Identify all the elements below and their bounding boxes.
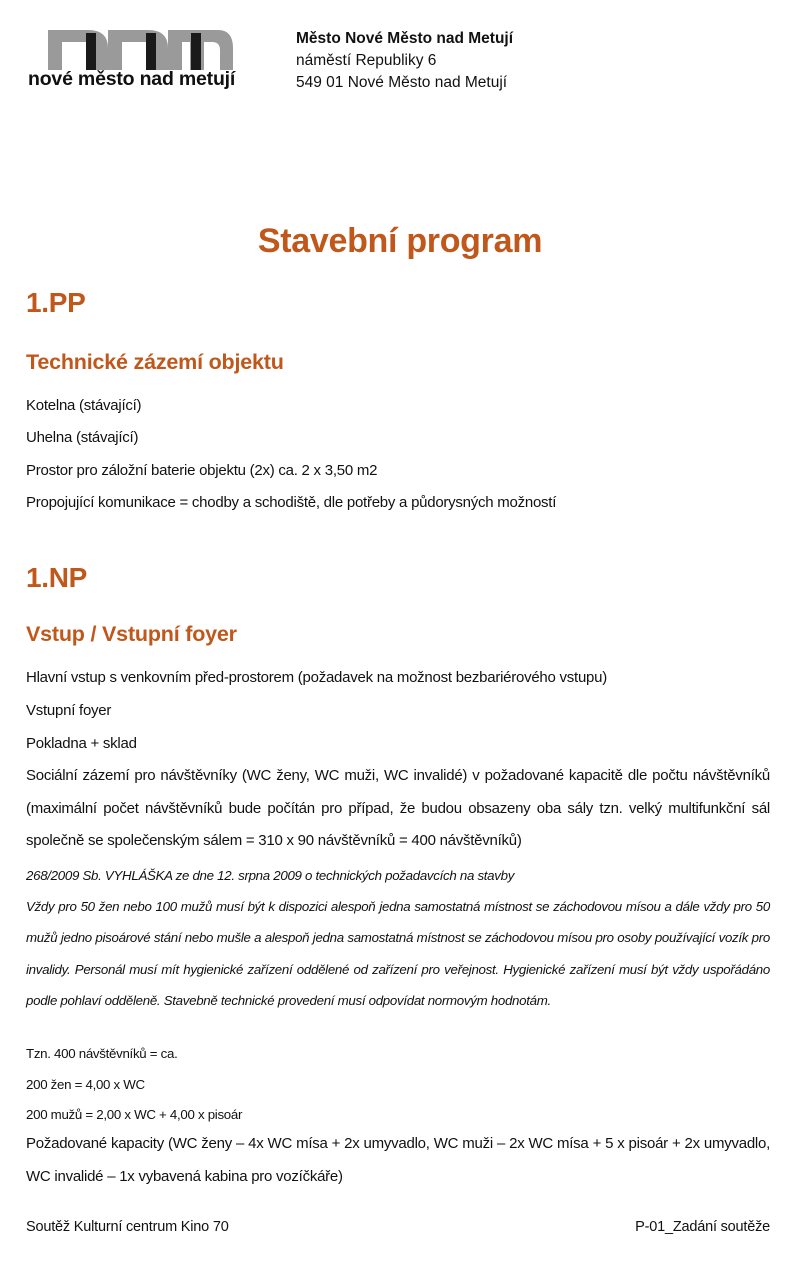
address-city: 549 01 Nové Město nad Metují xyxy=(296,74,508,91)
list-item: Kotelna (stávající) xyxy=(26,397,142,414)
nmnm-logo-icon xyxy=(28,30,256,70)
sender-address xyxy=(296,28,513,94)
calc-line: Tzn. 400 návštěvníků = ca. xyxy=(26,1046,178,1061)
subheading-technical: Technické zázemí objektu xyxy=(26,350,284,374)
section-heading-1np: 1.NP xyxy=(26,562,88,593)
list-item: Pokladna + sklad xyxy=(26,735,137,752)
org-name: Město Nové Město nad Metují xyxy=(296,30,514,47)
capacity-paragraph: Požadované kapacity (WC ženy – 4x WC mísa + 2x umyvadlo, WC muži – 2x WC mísa + 5 x pisoár + 2x umyvadlo, WC invalidé – 1x vybavená kabina pro vozíčkáře) xyxy=(26,1135,770,1185)
footer-document-code: P-01_Zadání soutěže xyxy=(635,1219,770,1235)
section-heading-1pp: 1.PP xyxy=(26,287,86,318)
logo-wordmark: nové město nad metují xyxy=(28,68,236,90)
document-title: Stavební program xyxy=(257,222,543,260)
list-item: Vstupní foyer xyxy=(26,702,112,719)
calc-line: 200 žen = 4,00 x WC xyxy=(26,1077,145,1092)
regulation-text: Vždy pro 50 žen nebo 100 mužů musí být k dispozici alespoň jedna samostatná místnost se záchodovou mísou a dále vždy pro 50 mužů jedno pisoárové stání nebo mušle a alespoň jedna samostatná místnost se záchodovou mísou pro osoby používající vozík pro invalidy. Personál musí mít hygienické zařízení oddělené od zařízení pro veřejnost. Hygienické zařízení musí být vždy uspořádáno podle pohlaví odděleně. Stavebně technické provedení musí odpovídat normovým hodnotám. xyxy=(26,899,770,1008)
city-logo xyxy=(28,30,256,94)
calc-line: 200 mužů = 2,00 x WC + 4,00 x pisoár xyxy=(26,1107,243,1122)
list-item: Prostor pro záložní baterie objektu (2x) ca. 2 x 3,50 m2 xyxy=(26,462,378,479)
letterhead xyxy=(0,28,800,98)
address-street: náměstí Republiky 6 xyxy=(296,52,437,69)
list-item: Hlavní vstup s venkovním před-prostorem (požadavek na možnost bezbariérového vstupu) xyxy=(26,669,607,686)
regulation-title: 268/2009 Sb. VYHLÁŠKA ze dne 12. srpna 2009 o technických požadavcích na stavby xyxy=(26,868,515,883)
footer-competition-name: Soutěž Kulturní centrum Kino 70 xyxy=(26,1219,229,1235)
subheading-entrance: Vstup / Vstupní foyer xyxy=(26,622,237,646)
social-facilities-paragraph: Sociální zázemí pro návštěvníky (WC ženy, WC muži, WC invalidé) v požadované kapacitě dle počtu návštěvníků (maximální počet návštěvníků bude počítán pro případ, že budou obsazeny oba sály tzn. velký multifunkční sál společně se společenským sálem = 310 x 90 návštěvníků = 400 návštěvníků) xyxy=(26,767,770,849)
list-item: Propojující komunikace = chodby a schodiště, dle potřeby a půdorysných možností xyxy=(26,494,557,511)
list-item: Uhelna (stávající) xyxy=(26,429,139,446)
